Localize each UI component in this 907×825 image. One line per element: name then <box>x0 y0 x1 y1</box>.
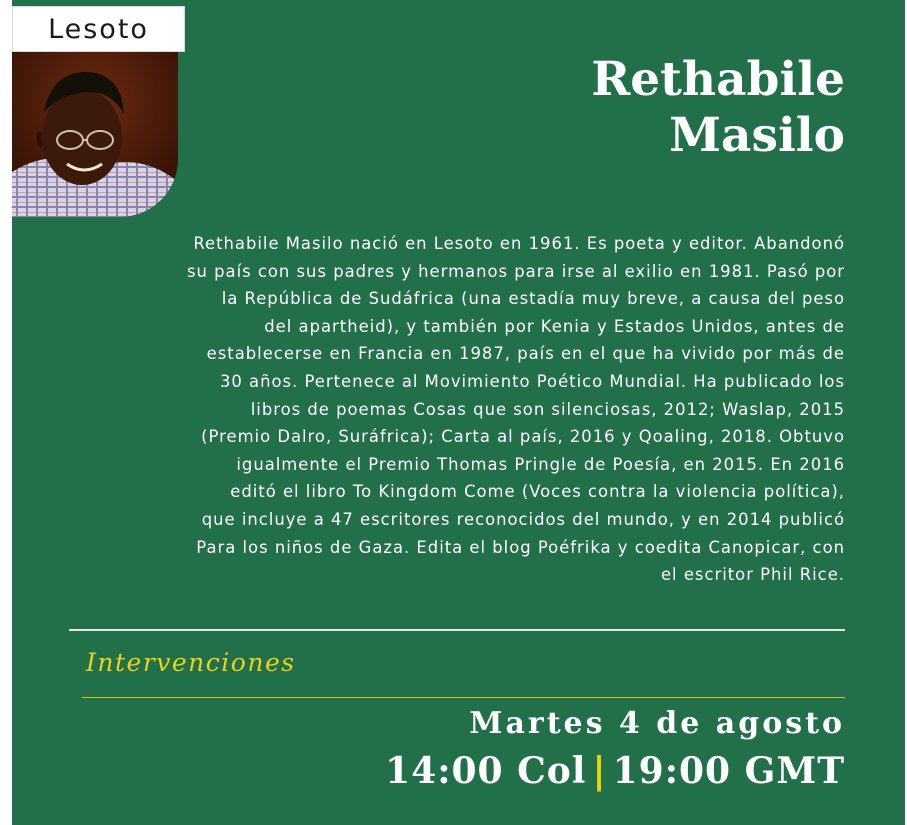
event-times <box>385 750 845 792</box>
divider <box>69 629 845 631</box>
bio-line: establecerse en Francia en 1987, país en el que ha vivido por más de <box>206 344 845 364</box>
event-date: Martes 4 de agosto <box>469 706 845 741</box>
bio-line: del apartheid), y también por Kenia y Estados Unidos, antes de <box>264 316 845 336</box>
bio-line: el escritor Phil Rice. <box>660 565 845 585</box>
author-photo <box>12 52 178 217</box>
author-last-name: Masilo <box>669 108 845 163</box>
bio-line: (Premio Dalro, Suráfrica); Carta al país, 2016 y Qoaling, 2018. Obtuvo <box>201 427 845 447</box>
time-local: 14:00 Col <box>385 750 587 792</box>
section-title: Intervenciones <box>86 648 296 677</box>
author-bio <box>66 230 845 589</box>
bio-line: la República de Sudáfrica (una estadía muy breve, a causa del peso <box>221 289 845 309</box>
author-first-name: Rethabile <box>591 52 845 107</box>
bio-line: editó el libro To Kingdom Come (Voces contra la violencia política), <box>230 482 845 502</box>
bio-line: Rethabile Masilo nació en Lesoto en 1961. Es poeta y editor. Abandonó <box>193 234 845 253</box>
bio-line: que incluye a 47 escritores reconocidos del mundo, y en 2014 publicó <box>201 509 845 529</box>
bio-line: igualmente el Premio Thomas Pringle de Poesía, en 2015. En 2016 <box>236 454 845 474</box>
time-gmt: 19:00 GMT <box>612 750 845 792</box>
country-label: Lesoto <box>48 13 149 45</box>
bio-line: libros de poemas Cosas que son silenciosas, 2012; Waslap, 2015 <box>250 399 845 419</box>
time-separator: | <box>592 750 607 792</box>
divider-accent <box>82 697 845 698</box>
bio-line: Para los niños de Gaza. Edita el blog Poéfrika y coedita Canopicar, con <box>196 537 845 557</box>
country-tag <box>12 6 185 52</box>
author-name <box>345 52 845 164</box>
bio-line: su país con sus padres y hermanos para irse al exilio en 1981. Pasó por <box>186 261 845 281</box>
bio-line: 30 años. Pertenece al Movimiento Poético Mundial. Ha publicado los <box>219 371 845 391</box>
